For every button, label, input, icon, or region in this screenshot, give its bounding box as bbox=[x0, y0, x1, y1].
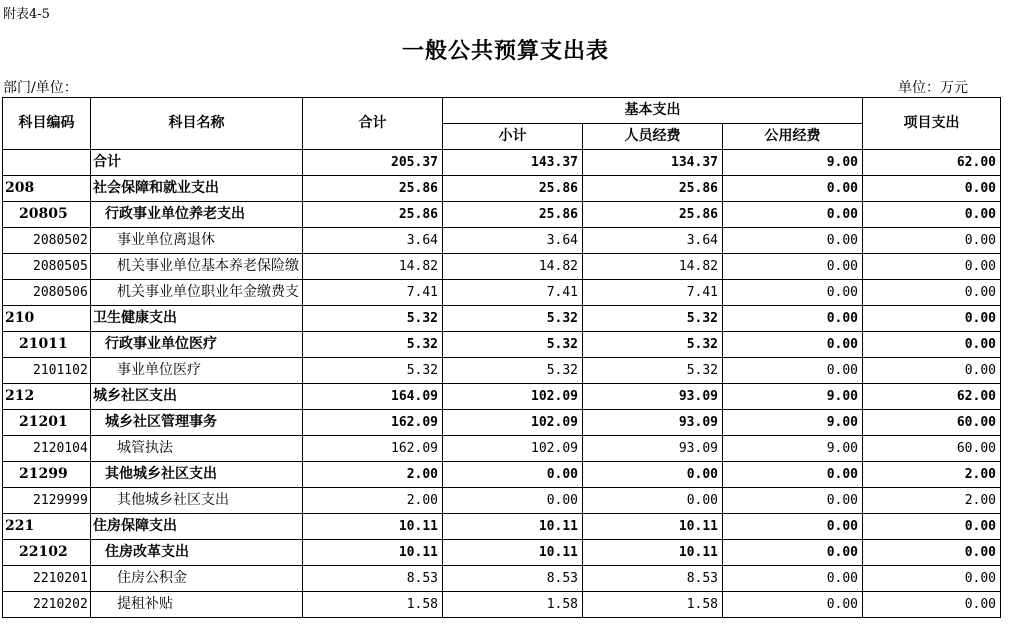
table-row bbox=[3, 306, 1001, 332]
cell-name[interactable]: 合计 bbox=[91, 150, 303, 176]
table-row bbox=[3, 436, 1001, 462]
cell-name[interactable]: 卫生健康支出 bbox=[91, 306, 303, 332]
cell-subtotal[interactable]: 10.11 bbox=[443, 540, 583, 566]
table-row bbox=[3, 176, 1001, 202]
cell-public[interactable]: 0.00 bbox=[723, 332, 863, 358]
cell-total[interactable]: 205.37 bbox=[303, 150, 443, 176]
cell-personnel[interactable]: 14.82 bbox=[583, 254, 723, 280]
cell-public[interactable]: 0.00 bbox=[723, 566, 863, 592]
cell-name[interactable]: 事业单位离退休 bbox=[91, 228, 303, 254]
cell-total[interactable]: 1.58 bbox=[303, 592, 443, 618]
header-name: 科目名称 bbox=[91, 98, 303, 150]
cell-code[interactable]: 21299 bbox=[3, 462, 91, 488]
cell-public[interactable]: 9.00 bbox=[723, 150, 863, 176]
cell-personnel[interactable]: 0.00 bbox=[583, 488, 723, 514]
cell-personnel[interactable]: 3.64 bbox=[583, 228, 723, 254]
cell-code[interactable]: 20805 bbox=[3, 202, 91, 228]
cell-code[interactable]: 21011 bbox=[3, 332, 91, 358]
cell-personnel[interactable]: 93.09 bbox=[583, 384, 723, 410]
cell-total[interactable]: 3.64 bbox=[303, 228, 443, 254]
cell-subtotal[interactable]: 5.32 bbox=[443, 306, 583, 332]
cell-public[interactable]: 0.00 bbox=[723, 488, 863, 514]
table-row bbox=[3, 488, 1001, 514]
cell-public[interactable]: 0.00 bbox=[723, 592, 863, 618]
cell-name[interactable]: 城乡社区管理事务 bbox=[91, 410, 303, 436]
cell-code[interactable]: 2210201 bbox=[3, 566, 91, 592]
cell-subtotal[interactable]: 10.11 bbox=[443, 514, 583, 540]
cell-project[interactable]: 0.00 bbox=[863, 202, 1001, 228]
cell-personnel[interactable]: 1.58 bbox=[583, 592, 723, 618]
cell-project[interactable]: 62.00 bbox=[863, 150, 1001, 176]
cell-name[interactable]: 行政事业单位医疗 bbox=[91, 332, 303, 358]
cell-subtotal[interactable]: 25.86 bbox=[443, 202, 583, 228]
cell-project[interactable]: 0.00 bbox=[863, 540, 1001, 566]
page-title: 一般公共预算支出表 bbox=[401, 38, 609, 64]
cell-total[interactable]: 5.32 bbox=[303, 358, 443, 384]
cell-subtotal[interactable]: 25.86 bbox=[443, 176, 583, 202]
cell-project[interactable]: 0.00 bbox=[863, 176, 1001, 202]
cell-code[interactable]: 2120104 bbox=[3, 436, 91, 462]
cell-code[interactable]: 2080502 bbox=[3, 228, 91, 254]
table-row bbox=[3, 150, 1001, 176]
cell-name[interactable]: 机关事业单位基本养老保险缴 bbox=[91, 254, 303, 280]
cell-personnel[interactable]: 10.11 bbox=[583, 514, 723, 540]
cell-personnel[interactable]: 10.11 bbox=[583, 540, 723, 566]
header-subtotal: 小计 bbox=[443, 124, 583, 150]
cell-public[interactable]: 0.00 bbox=[723, 202, 863, 228]
cell-personnel[interactable]: 5.32 bbox=[583, 332, 723, 358]
cell-subtotal[interactable]: 3.64 bbox=[443, 228, 583, 254]
header-basic: 基本支出 bbox=[443, 98, 863, 124]
cell-name[interactable]: 提租补贴 bbox=[91, 592, 303, 618]
cell-project[interactable]: 0.00 bbox=[863, 332, 1001, 358]
table-row bbox=[3, 202, 1001, 228]
cell-subtotal[interactable]: 143.37 bbox=[443, 150, 583, 176]
cell-personnel[interactable]: 25.86 bbox=[583, 202, 723, 228]
cell-total[interactable]: 162.09 bbox=[303, 436, 443, 462]
cell-total[interactable]: 14.82 bbox=[303, 254, 443, 280]
cell-project[interactable]: 2.00 bbox=[863, 488, 1001, 514]
budget-table bbox=[2, 97, 1001, 618]
cell-project[interactable]: 0.00 bbox=[863, 280, 1001, 306]
cell-subtotal[interactable]: 102.09 bbox=[443, 384, 583, 410]
table-row bbox=[3, 332, 1001, 358]
cell-total[interactable]: 25.86 bbox=[303, 202, 443, 228]
table-row bbox=[3, 514, 1001, 540]
table-row bbox=[3, 566, 1001, 592]
cell-subtotal[interactable]: 7.41 bbox=[443, 280, 583, 306]
cell-name[interactable]: 住房改革支出 bbox=[91, 540, 303, 566]
cell-code[interactable]: 2080505 bbox=[3, 254, 91, 280]
table-row bbox=[3, 254, 1001, 280]
cell-name[interactable]: 其他城乡社区支出 bbox=[91, 462, 303, 488]
cell-project[interactable]: 0.00 bbox=[863, 358, 1001, 384]
table-row bbox=[3, 358, 1001, 384]
cell-public[interactable]: 0.00 bbox=[723, 254, 863, 280]
cell-total[interactable]: 5.32 bbox=[303, 306, 443, 332]
cell-project[interactable]: 0.00 bbox=[863, 514, 1001, 540]
cell-subtotal[interactable]: 0.00 bbox=[443, 462, 583, 488]
cell-public[interactable]: 0.00 bbox=[723, 306, 863, 332]
cell-name[interactable]: 住房保障支出 bbox=[91, 514, 303, 540]
cell-code[interactable]: 21201 bbox=[3, 410, 91, 436]
cell-personnel[interactable]: 93.09 bbox=[583, 436, 723, 462]
cell-project[interactable]: 60.00 bbox=[863, 436, 1001, 462]
cell-project[interactable]: 2.00 bbox=[863, 462, 1001, 488]
cell-public[interactable]: 0.00 bbox=[723, 462, 863, 488]
cell-name[interactable]: 城管执法 bbox=[91, 436, 303, 462]
cell-public[interactable]: 9.00 bbox=[723, 436, 863, 462]
cell-public[interactable]: 0.00 bbox=[723, 280, 863, 306]
table-row bbox=[3, 540, 1001, 566]
cell-project[interactable]: 62.00 bbox=[863, 384, 1001, 410]
cell-public[interactable]: 0.00 bbox=[723, 358, 863, 384]
cell-personnel[interactable]: 93.09 bbox=[583, 410, 723, 436]
cell-code[interactable] bbox=[3, 150, 91, 176]
cell-subtotal[interactable]: 0.00 bbox=[443, 488, 583, 514]
table-row bbox=[3, 462, 1001, 488]
cell-code[interactable]: 2210202 bbox=[3, 592, 91, 618]
sheet-id: 附表4-5 bbox=[3, 7, 50, 22]
cell-name[interactable]: 城乡社区支出 bbox=[91, 384, 303, 410]
cell-name[interactable]: 行政事业单位养老支出 bbox=[91, 202, 303, 228]
department-label: 部门/单位： bbox=[3, 80, 78, 96]
table-row bbox=[3, 384, 1001, 410]
cell-personnel[interactable]: 5.32 bbox=[583, 306, 723, 332]
cell-public[interactable]: 9.00 bbox=[723, 410, 863, 436]
unit-label: 单位：万元 bbox=[898, 80, 968, 96]
cell-name[interactable]: 其他城乡社区支出 bbox=[91, 488, 303, 514]
cell-project[interactable]: 0.00 bbox=[863, 566, 1001, 592]
header-public: 公用经费 bbox=[723, 124, 863, 150]
table-row bbox=[3, 280, 1001, 306]
cell-total[interactable]: 2.00 bbox=[303, 462, 443, 488]
header-code: 科目编码 bbox=[3, 98, 91, 150]
cell-total[interactable]: 162.09 bbox=[303, 410, 443, 436]
cell-project[interactable]: 60.00 bbox=[863, 410, 1001, 436]
cell-personnel[interactable]: 134.37 bbox=[583, 150, 723, 176]
cell-code[interactable]: 208 bbox=[3, 176, 91, 202]
cell-public[interactable]: 0.00 bbox=[723, 176, 863, 202]
cell-subtotal[interactable]: 5.32 bbox=[443, 332, 583, 358]
header-personnel: 人员经费 bbox=[583, 124, 723, 150]
cell-name[interactable]: 住房公积金 bbox=[91, 566, 303, 592]
cell-code[interactable]: 22102 bbox=[3, 540, 91, 566]
cell-code[interactable]: 221 bbox=[3, 514, 91, 540]
cell-subtotal[interactable]: 1.58 bbox=[443, 592, 583, 618]
cell-public[interactable]: 9.00 bbox=[723, 384, 863, 410]
cell-subtotal[interactable]: 102.09 bbox=[443, 410, 583, 436]
cell-total[interactable]: 10.11 bbox=[303, 514, 443, 540]
cell-project[interactable]: 0.00 bbox=[863, 306, 1001, 332]
cell-code[interactable]: 210 bbox=[3, 306, 91, 332]
cell-code[interactable]: 2101102 bbox=[3, 358, 91, 384]
cell-total[interactable]: 5.32 bbox=[303, 332, 443, 358]
cell-subtotal[interactable]: 102.09 bbox=[443, 436, 583, 462]
cell-subtotal[interactable]: 14.82 bbox=[443, 254, 583, 280]
cell-personnel[interactable]: 0.00 bbox=[583, 462, 723, 488]
cell-total[interactable]: 10.11 bbox=[303, 540, 443, 566]
table-row bbox=[3, 228, 1001, 254]
header-project: 项目支出 bbox=[863, 98, 1001, 150]
cell-total[interactable]: 2.00 bbox=[303, 488, 443, 514]
cell-project[interactable]: 0.00 bbox=[863, 254, 1001, 280]
cell-personnel[interactable]: 8.53 bbox=[583, 566, 723, 592]
cell-personnel[interactable]: 25.86 bbox=[583, 176, 723, 202]
cell-project[interactable]: 0.00 bbox=[863, 228, 1001, 254]
table-row bbox=[3, 410, 1001, 436]
cell-total[interactable]: 7.41 bbox=[303, 280, 443, 306]
table-row bbox=[3, 592, 1001, 618]
cell-subtotal[interactable]: 5.32 bbox=[443, 358, 583, 384]
cell-total[interactable]: 164.09 bbox=[303, 384, 443, 410]
cell-public[interactable]: 0.00 bbox=[723, 540, 863, 566]
cell-code[interactable]: 2080506 bbox=[3, 280, 91, 306]
table-body bbox=[3, 150, 1001, 618]
cell-public[interactable]: 0.00 bbox=[723, 514, 863, 540]
cell-name[interactable]: 机关事业单位职业年金缴费支 bbox=[91, 280, 303, 306]
header-total: 合计 bbox=[303, 98, 443, 150]
cell-personnel[interactable]: 5.32 bbox=[583, 358, 723, 384]
cell-code[interactable]: 2129999 bbox=[3, 488, 91, 514]
table-header bbox=[3, 98, 1001, 150]
cell-project[interactable]: 0.00 bbox=[863, 592, 1001, 618]
cell-personnel[interactable]: 7.41 bbox=[583, 280, 723, 306]
cell-code[interactable]: 212 bbox=[3, 384, 91, 410]
cell-subtotal[interactable]: 8.53 bbox=[443, 566, 583, 592]
cell-public[interactable]: 0.00 bbox=[723, 228, 863, 254]
cell-total[interactable]: 25.86 bbox=[303, 176, 443, 202]
cell-name[interactable]: 事业单位医疗 bbox=[91, 358, 303, 384]
cell-name[interactable]: 社会保障和就业支出 bbox=[91, 176, 303, 202]
cell-total[interactable]: 8.53 bbox=[303, 566, 443, 592]
